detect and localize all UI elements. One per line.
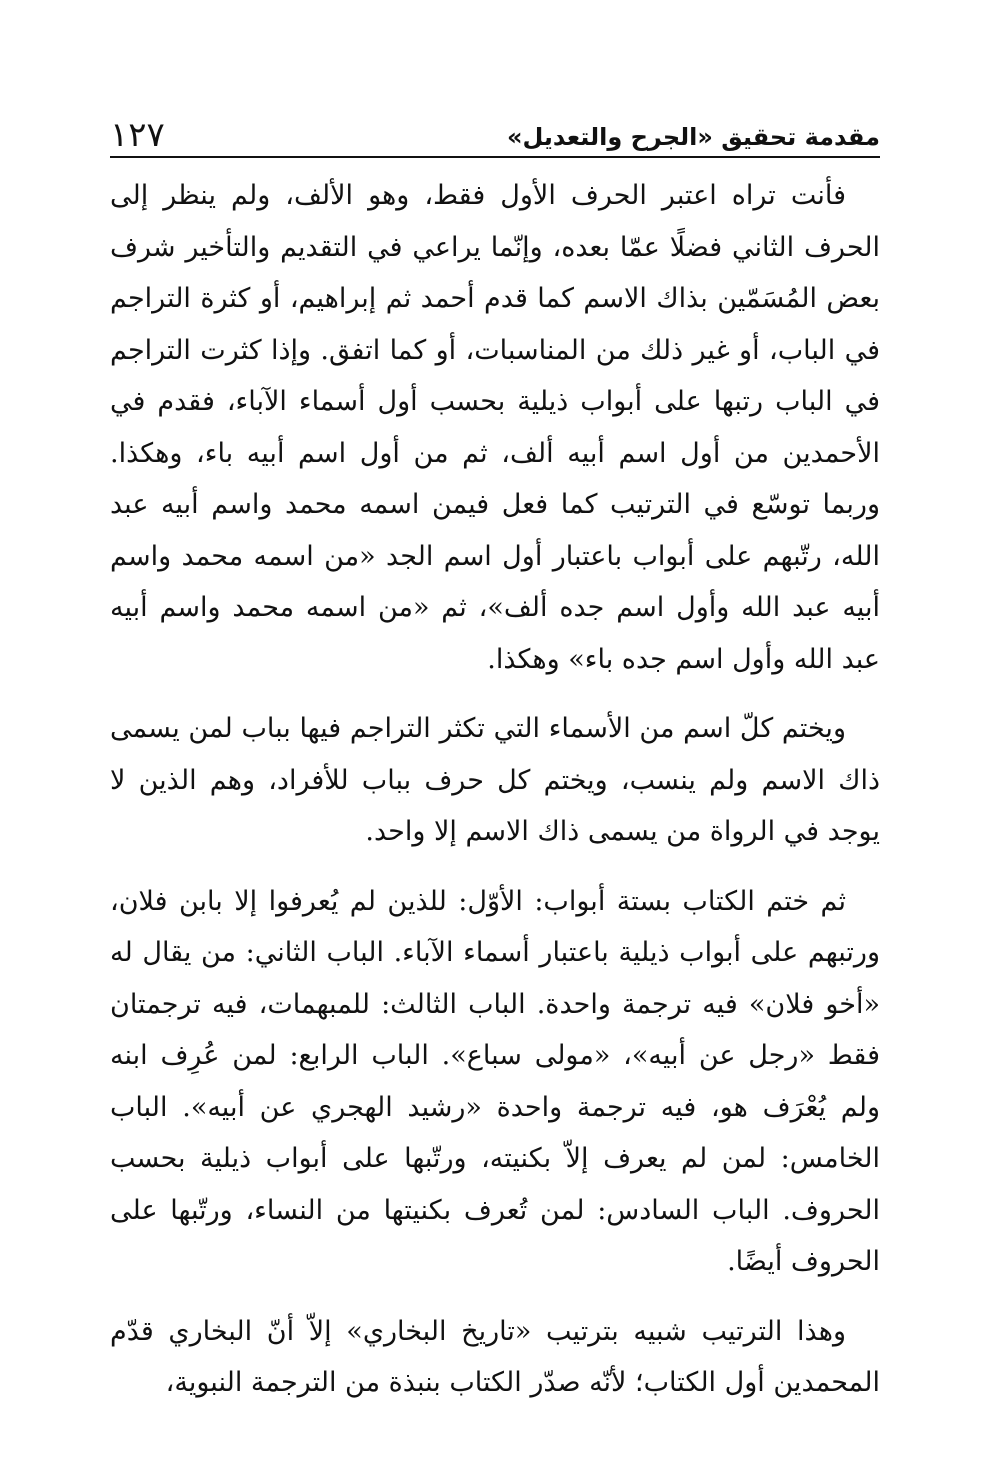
running-title: مقدمة تحقيق «الجرح والتعديل» xyxy=(506,123,880,151)
page-header xyxy=(110,112,880,158)
paragraph-bukhari-comparison: وهذا الترتيب شبيه بترتيب «تاريخ البخاري» إلاّ أنّ البخاري قدّم المحمدين أول الكتاب؛ لأنّه صدّر الكتاب بنبذة من الترجمة النبوية، xyxy=(110,1315,880,1398)
header-rule xyxy=(110,156,880,158)
paragraph-six-chapters: ثم ختم الكتاب بستة أبواب: الأوّل: للذين لم يُعرفوا إلا بابن فلان، ورتبهم على أبواب ذيلية باعتبار أسماء الآباء. الباب الثاني: من يقال له «أخو فلان» فيه ترجمة واحدة. الباب الثالث: للمبهمات، فيه ترجمتان فقط «رجل عن أبيه»، «مولى سباع». الباب الرابع: لمن عُرِف ابنه ولم يُعْرَف هو، فيه ترجمة واحدة «رشيد الهجري عن أبيه». الباب الخامس: لمن لم يعرف إلاّ بكنيته، ورتّبها على أبواب ذيلية بحسب الحروف. الباب السادس: لمن تُعرف بكنيتها من النساء، ورتّبها على الحروف أيضًا. xyxy=(110,885,880,1277)
page-body xyxy=(110,170,880,1409)
paragraph-name-endings: ويختم كلّ اسم من الأسماء التي تكثر التراجم فيها بباب لمن يسمى ذاك الاسم ولم ينسب، ويختم كل حرف بباب للأفراد، وهم الذين لا يوجد في الرواة من يسمى ذاك الاسم إلا واحد. xyxy=(110,713,880,847)
page-number: ١٢٧ xyxy=(110,115,165,155)
paragraph-arrangement: فأنت تراه اعتبر الحرف الأول فقط، وهو الألف، ولم ينظر إلى الحرف الثاني فضلًا عمّا بعده، وإنّما يراعي في التقديم والتأخير شرف بعض المُسَمّين بذاك الاسم كما قدم أحمد ثم إبراهيم، أو كثرة التراجم في الباب، أو غير ذلك من المناسبات، أو كما اتفق. وإذا كثرت التراجم في الباب رتبها على أبواب ذيلية بحسب أول أسماء الآباء، فقدم في الأحمدين من أول اسم أبيه ألف، ثم من أول اسم أبيه باء، وهكذا. وربما توسّع في الترتيب كما فعل فيمن اسمه محمد واسم أبيه عبد الله، رتّبهم على أبواب باعتبار أول اسم الجد «من اسمه محمد واسم أبيه عبد الله وأول اسم جده ألف»، ثم «من اسمه محمد واسم أبيه عبد الله وأول اسم جده باء» وهكذا. xyxy=(110,180,880,675)
